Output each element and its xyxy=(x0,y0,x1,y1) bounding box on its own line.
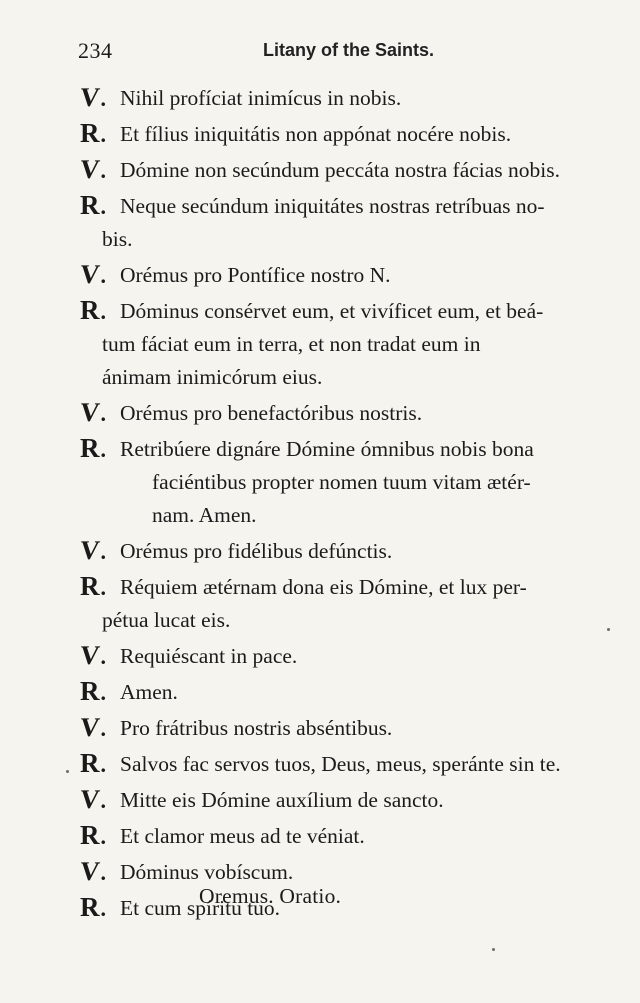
response-symbol: R. xyxy=(80,676,106,706)
page-header xyxy=(78,38,598,68)
response-glyph: R xyxy=(80,433,100,463)
response-entry xyxy=(80,433,615,532)
versicle-glyph: V xyxy=(78,535,102,565)
versicle-glyph: V xyxy=(78,856,102,886)
versicle-symbol: V. xyxy=(78,82,106,112)
versicle-glyph: V xyxy=(78,640,102,670)
response-entry xyxy=(80,571,615,637)
versicle-glyph: V xyxy=(78,82,102,112)
entry-continuation-line: ánimam inimicórum eius. xyxy=(102,365,323,389)
response-entry xyxy=(80,676,615,709)
entry-line: Salvos fac servos tuos, Deus, meus, speránte sin te. xyxy=(120,752,561,776)
entry-line: Mitte eis Dómine auxílium de sancto. xyxy=(120,788,444,812)
entry-line: Requiéscant in pace. xyxy=(120,644,298,668)
versicle-glyph: V xyxy=(78,259,102,289)
versicle-entry xyxy=(80,535,615,568)
response-symbol: R. xyxy=(80,295,106,325)
versicle-entry xyxy=(80,397,615,430)
response-entry xyxy=(80,295,615,394)
entry-line: Réquiem ætérnam dona eis Dómine, et lux per- xyxy=(120,575,527,599)
response-symbol: R. xyxy=(80,892,106,922)
response-glyph: R xyxy=(80,190,100,220)
response-symbol: R. xyxy=(80,571,106,601)
entry-continuation-line: pétua lucat eis. xyxy=(102,608,231,632)
closing-heading: Oremus. Oratio. xyxy=(199,884,342,908)
versicle-entry xyxy=(80,856,615,889)
versicle-glyph: V xyxy=(78,397,102,427)
response-entry xyxy=(80,118,615,151)
response-symbol: R. xyxy=(80,748,106,778)
response-entry xyxy=(80,892,615,925)
entry-line: Pro frátribus nostris abséntibus. xyxy=(120,716,393,740)
versicle-entry xyxy=(80,82,615,115)
response-symbol: R. xyxy=(80,820,106,850)
versicle-glyph: V xyxy=(78,154,102,184)
versicle-glyph: V xyxy=(78,712,102,742)
litany-text xyxy=(80,82,615,928)
versicle-entry xyxy=(80,640,615,673)
entry-line: Amen. xyxy=(120,680,178,704)
response-symbol: R. xyxy=(80,118,106,148)
response-glyph: R xyxy=(80,748,100,778)
versicle-symbol: V. xyxy=(78,397,106,427)
versicle-symbol: V. xyxy=(78,856,106,886)
running-title: Litany of the Saints. xyxy=(263,40,435,60)
response-glyph: R xyxy=(80,820,100,850)
entry-line: Dóminus vobíscum. xyxy=(120,860,294,884)
entry-continuation-line: nam. Amen. xyxy=(152,503,257,527)
versicle-symbol: V. xyxy=(78,784,106,814)
versicle-symbol: V. xyxy=(78,154,106,184)
versicle-symbol: V. xyxy=(78,712,106,742)
entry-line: Et fílius iniquitátis non appónat nocére nobis. xyxy=(120,122,512,146)
entry-line: Dóminus consérvet eum, et vivíficet eum, et beá- xyxy=(120,299,544,323)
entry-continuation-line: faciéntibus propter nomen tuum vitam ætér- xyxy=(152,470,531,494)
print-speck xyxy=(66,770,69,773)
response-glyph: R xyxy=(80,571,100,601)
versicle-entry xyxy=(80,712,615,745)
print-speck xyxy=(492,948,495,951)
versicle-entry xyxy=(80,259,615,292)
entry-line: Nihil profíciat inimícus in nobis. xyxy=(120,86,402,110)
response-glyph: R xyxy=(80,676,100,706)
entry-line: Orémus pro benefactóribus nostris. xyxy=(120,401,423,425)
page-number: 234 xyxy=(78,38,113,63)
response-glyph: R xyxy=(80,892,100,922)
versicle-entry xyxy=(80,784,615,817)
versicle-symbol: V. xyxy=(78,259,106,289)
entry-line: Neque secúndum iniquitátes nostras retríbuas no- xyxy=(120,194,545,218)
response-entry xyxy=(80,748,615,781)
entry-continuation-line: bis. xyxy=(102,227,133,251)
entry-line: Retribúere dignáre Dómine ómnibus nobis bona xyxy=(120,437,534,461)
entry-line: Et clamor meus ad te véniat. xyxy=(120,824,365,848)
entry-line: Orémus pro Pontífice nostro N. xyxy=(120,263,391,287)
entry-line: Dómine non secúndum peccáta nostra fácias nobis. xyxy=(120,158,561,182)
entry-continuation-line: tum fáciat eum in terra, et non tradat eum in xyxy=(102,332,481,356)
response-glyph: R xyxy=(80,295,100,325)
versicle-symbol: V. xyxy=(78,640,106,670)
versicle-symbol: V. xyxy=(78,535,106,565)
response-entry xyxy=(80,820,615,853)
versicle-glyph: V xyxy=(78,784,102,814)
entry-line: Et cum spíritu tuo. xyxy=(120,896,281,920)
versicle-entry xyxy=(80,154,615,187)
print-speck xyxy=(607,628,610,631)
response-glyph: R xyxy=(80,118,100,148)
entry-line: Orémus pro fidélibus defúnctis. xyxy=(120,539,393,563)
response-entry xyxy=(80,190,615,256)
response-symbol: R. xyxy=(80,433,106,463)
response-symbol: R. xyxy=(80,190,106,220)
